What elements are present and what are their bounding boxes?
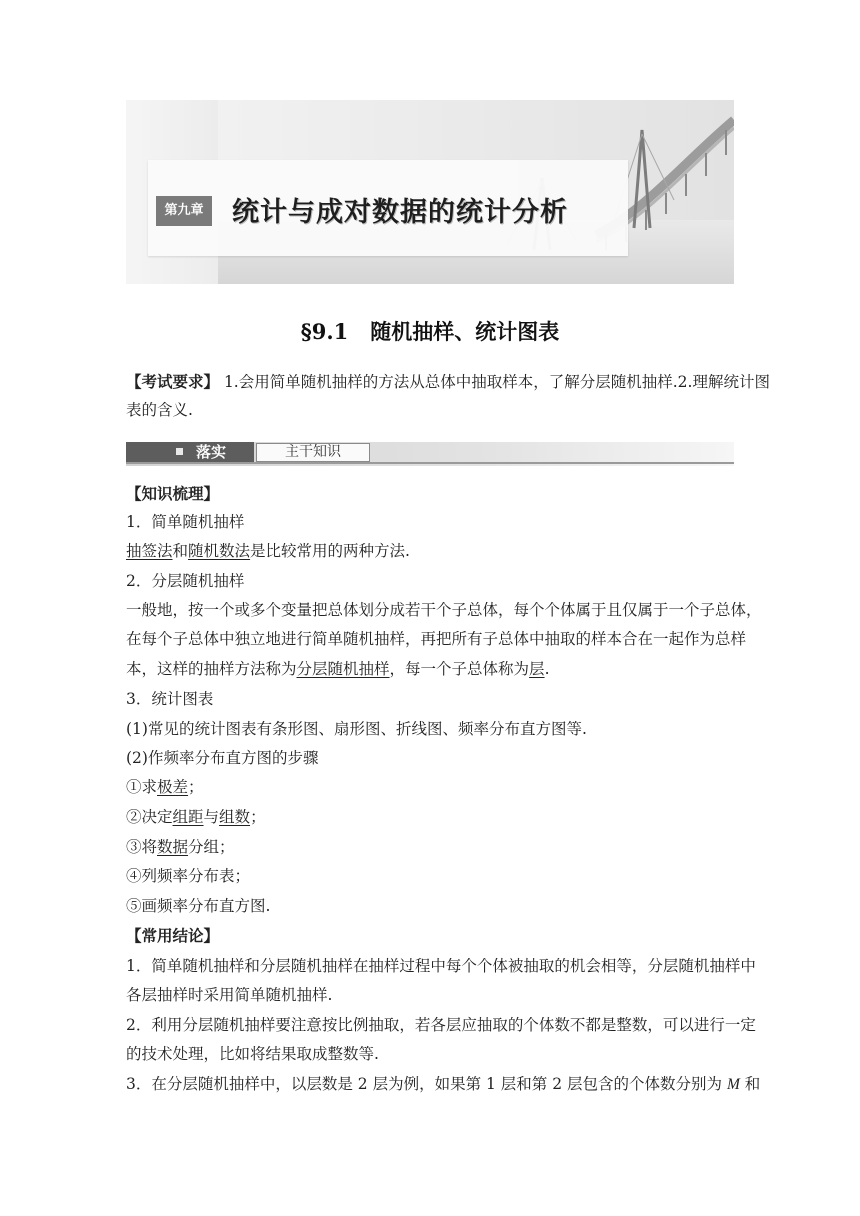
s2-line-3 — [126, 655, 738, 683]
c3-text-a: 3．在分层随机抽样中，以层数是 2 层为例，如果第 1 层和第 2 层包含的个体数分别为 — [126, 1075, 727, 1093]
step3-b: 分组； — [188, 838, 235, 856]
step2-mid: 与 — [203, 808, 220, 826]
bar-left-label: 落实 — [196, 443, 227, 461]
conclusion-1-line-2: 各层抽样时采用简单随机抽样. — [126, 986, 333, 1004]
knowledge-heading: 【知识梳理】 — [126, 484, 220, 503]
step3-a: ③将 — [126, 838, 158, 856]
step1-b: ； — [188, 778, 204, 796]
s2-title: 2．分层随机抽样 — [126, 572, 245, 590]
term-class-count: 组数 — [219, 808, 251, 826]
bar-dark-segment — [126, 442, 254, 462]
step2-a: ②决定 — [126, 808, 173, 826]
s1-text — [126, 537, 738, 565]
requirement-text-1: 1.会用简单随机抽样的方法从总体中抽取样本，了解分层随机抽样.2.理解统计图 — [219, 373, 770, 391]
term-stratified: 分层随机抽样 — [296, 660, 390, 678]
term-layer: 层 — [529, 660, 545, 678]
s3-p2: (2)作频率分布直方图的步骤 — [126, 749, 319, 767]
s1-title: 1．简单随机抽样 — [126, 513, 245, 531]
requirement-label: 【考试要求】 — [126, 372, 220, 391]
step-1 — [126, 773, 738, 801]
step-2 — [126, 803, 738, 831]
term-class-width: 组距 — [172, 808, 204, 826]
step1-a: ①求 — [126, 778, 158, 796]
section-number: §9.1 — [300, 319, 349, 344]
bar-underline — [126, 462, 734, 464]
section-title — [0, 316, 860, 346]
step-5: ⑤画频率分布直方图. — [126, 897, 271, 915]
step-3 — [126, 833, 738, 861]
requirement-line-1 — [126, 368, 770, 396]
chapter-banner — [126, 100, 734, 284]
conclusion-1-line-1: 1．简单随机抽样和分层随机抽样在抽样过程中每个个体被抽取的机会相等，分层随机抽样中 — [126, 957, 756, 975]
requirement-line-2: 表的含义. — [126, 401, 193, 419]
s1-rest: 是比较常用的两种方法. — [250, 542, 410, 560]
term-data: 数据 — [157, 838, 189, 856]
s1-and: 和 — [172, 542, 189, 560]
term-random-number: 随机数法 — [188, 542, 251, 560]
conclusions-heading: 【常用结论】 — [126, 926, 220, 945]
s2-line3-c: . — [544, 660, 550, 678]
s3-p1: (1)常见的统计图表有条形图、扇形图、折线图、频率分布直方图等. — [126, 720, 587, 738]
s2-line3-b: ，每一个子总体称为 — [389, 660, 530, 678]
bar-square-icon — [176, 448, 183, 455]
conclusion-3-line-1 — [126, 1070, 761, 1099]
term-range: 极差 — [157, 778, 189, 796]
conclusion-2-line-2: 的技术处理，比如将结果取成整数等. — [126, 1045, 379, 1063]
chapter-tag: 第九章 — [156, 196, 212, 226]
s2-line-2: 在每个子总体中独立地进行简单随机抽样，再把所有子总体中抽取的样本合在一起作为总样 — [126, 630, 747, 648]
var-M: M — [726, 1076, 740, 1093]
s2-line3-a: 本，这样的抽样方法称为 — [126, 660, 297, 678]
term-lottery: 抽签法 — [126, 542, 173, 560]
conclusion-2-line-1: 2．利用分层随机抽样要注意按比例抽取，若各层应抽取的个体数不都是整数，可以进行一定 — [126, 1016, 756, 1034]
bar-right-label: 主干知识 — [256, 443, 370, 462]
section-name: 随机抽样、统计图表 — [370, 319, 560, 344]
luoshi-bar — [126, 442, 734, 466]
step2-b: ； — [250, 808, 266, 826]
chapter-title: 统计与成对数据的统计分析 — [232, 197, 568, 228]
c3-text-b: 和 — [739, 1075, 761, 1093]
s2-line-1: 一般地，按一个或多个变量把总体划分成若干个子总体，每个个体属于且仅属于一个子总体， — [126, 601, 762, 619]
step-4: ④列频率分布表； — [126, 867, 251, 885]
s3-title: 3．统计图表 — [126, 690, 214, 708]
